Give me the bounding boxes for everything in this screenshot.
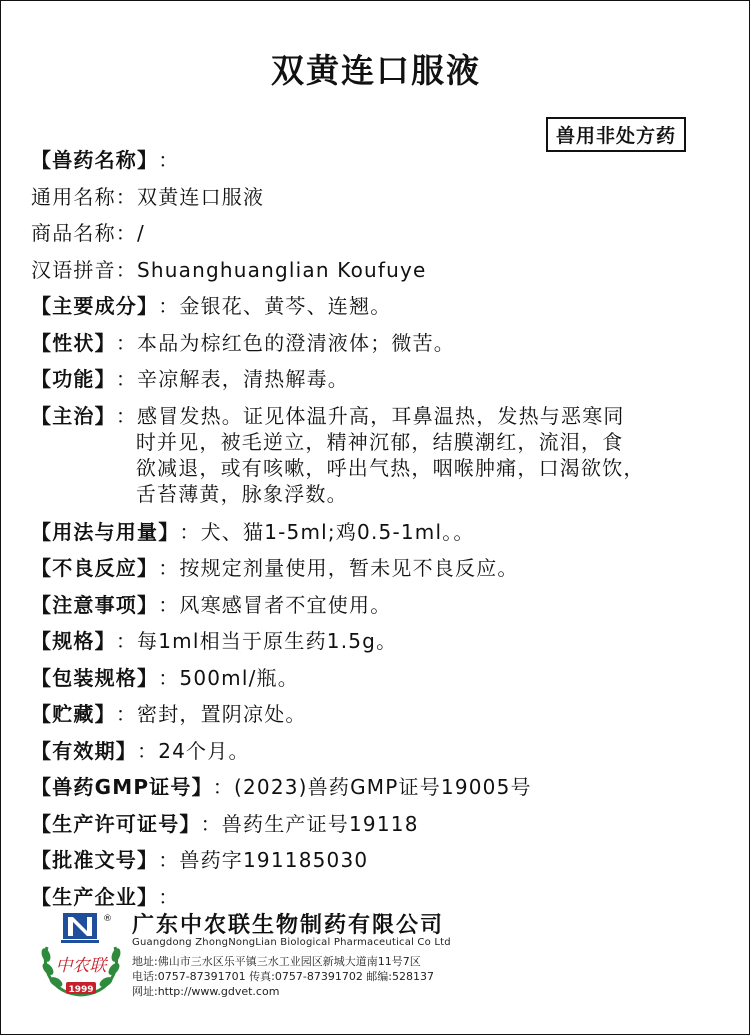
company-website: 网址:http://www.gdvet.com [132,985,280,998]
row-label: 【功能】 [31,367,116,391]
info-row-function [31,366,731,392]
row-label: 【包装规格】 [31,665,159,690]
row-value: ： [158,884,180,909]
info-row-dosage [31,519,731,545]
row-value: 商品名称：/ [31,221,145,245]
row-value: ：500ml/瓶。 [158,665,299,690]
row-label: 【不良反应】 [31,556,159,580]
row-label: 【注意事项】 [31,592,159,617]
info-row-approval-number [31,847,731,873]
row-value: ：每1ml相当于原生药1.5g。 [115,629,398,653]
info-row-trade-name [31,220,731,246]
row-value: ：犬、猫1-5ml;鸡0.5-1ml。。 [179,519,475,544]
row-value: ： [158,148,180,172]
company-logo [37,909,125,1001]
row-value: ：兽药字191185030 [158,848,369,872]
row-label: 【主要成分】 [31,294,159,318]
logo-text: 中农联 [55,956,107,976]
row-label: 【规格】 [31,629,116,653]
row-label: 【贮藏】 [31,702,116,726]
indication-line: ：感冒发热。证见体温升高，耳鼻温热，发热与恶寒同 [115,403,625,428]
company-name: 广东中农联生物制药有限公司 [132,913,445,938]
row-value: ：风寒感冒者不宜使用。 [158,592,392,617]
row-label: 【生产企业】 [31,884,159,909]
row-label: 【用法与用量】 [31,519,180,544]
indication-line: 时并见，被毛逆立，精神沉郁，结膜潮红，流泪，食 [135,429,624,454]
logo-year: 1999 [68,985,94,995]
info-row-indications [31,403,731,507]
otc-badge: 兽用非处方药 [546,117,686,152]
manufacturer-block [37,907,737,1017]
row-label: 【批准文号】 [31,848,159,872]
row-label: 【兽药GMP证号】 [31,775,213,799]
row-value: 通用名称：双黄连口服液 [31,184,265,209]
info-row-vet-drug-name [31,147,731,173]
company-address: 地址:佛山市三水区乐平镇三水工业园区新城大道南11号7区 [132,955,421,968]
info-row-specification [31,628,731,654]
row-value [116,403,731,507]
indication-line: 欲减退，或有咳嗽，呼出气热，咽喉肿痛，口渴欲饮， [135,455,645,480]
info-row-precautions [31,592,731,618]
info-row-pinyin [31,257,731,283]
info-row-gmp-number [31,774,731,800]
info-row-ingredients [31,293,731,319]
info-row-manufacturer [31,884,731,910]
company-contact: 电话:0757-87391701 传真:0757-87391702 邮编:528137 [132,970,435,983]
info-row-generic-name [31,184,731,210]
row-value: 汉语拼音：Shuanghuanglian Koufuye [31,257,427,282]
indication-line: 舌苔薄黄，脉象浮数。 [135,481,348,506]
info-row-packaging [31,665,731,691]
row-value: ：本品为棕红色的澄清液体；微苦。 [115,330,456,355]
info-row-storage [31,701,731,727]
row-value: ：密封，置阴凉处。 [115,702,307,726]
info-list [31,147,731,920]
row-label: 【有效期】 [31,738,137,763]
product-title: 双黄连口服液 [271,51,481,90]
company-english-name: Guangdong ZhongNongLian Biological Pharmaceutical Co Ltd [132,937,451,948]
row-label: 【性状】 [31,330,116,355]
info-row-adverse-reactions [31,555,731,581]
info-row-shelf-life [31,738,731,764]
row-value: ：金银花、黄芩、连翘。 [158,294,392,318]
info-row-license-number [31,811,731,837]
row-value: ：按规定剂量使用，暂未见不良反应。 [158,556,519,580]
row-value: ：(2023)兽药GMP证号19005号 [212,775,532,799]
row-label: 【主治】 [31,403,116,428]
row-value: ：辛凉解表，清热解毒。 [115,367,350,391]
row-value: ：兽药生产证号19118 [200,811,419,836]
registered-mark: ® [103,914,112,924]
info-row-properties [31,330,731,356]
row-value: ：24个月。 [137,738,250,763]
row-label: 【兽药名称】 [31,148,159,172]
row-label: 【生产许可证号】 [31,811,201,836]
